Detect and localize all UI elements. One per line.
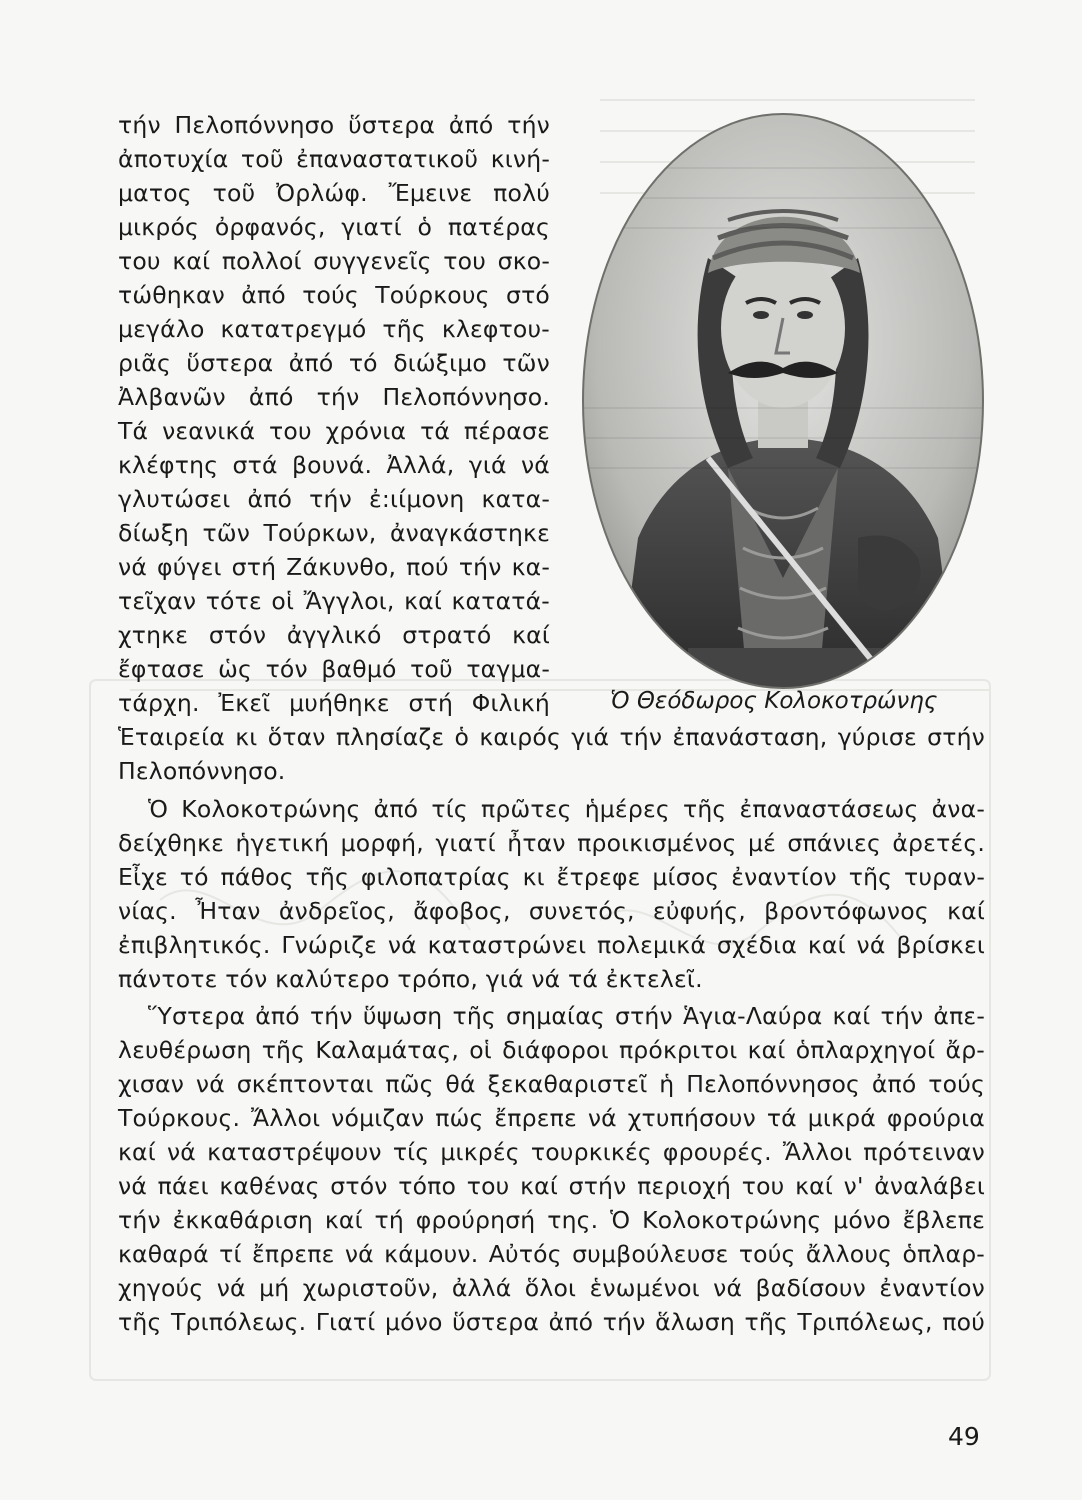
text-line: Τούρκους. Ἄλλοι νόμιζαν πώς ἔπρεπε νά χτυπήσουν τά μικρά φρούρια <box>118 1104 985 1132</box>
text-line: τῆς Τριπόλεως. Γιατί μόνο ὕστερα ἀπό τήν ἅλωση τῆς Τριπόλεως, πού <box>118 1308 985 1336</box>
page-number: 49 <box>948 1422 980 1451</box>
text-line: νά φύγει στή Ζάκυνθο, πού τήν κα- <box>118 553 550 581</box>
text-line: Ἀλβανῶν ἀπό τήν Πελοπόννησο. <box>118 383 550 411</box>
text-line: καί νά καταστρέψουν τίς μικρές τουρκικές φρουρές. Ἄλλοι πρότειναν <box>118 1138 985 1166</box>
text-line: δίωξη τῶν Τούρκων, ἀναγκάστηκε <box>118 519 550 547</box>
portrait-image <box>578 108 988 694</box>
text-line: τήν Πελοπόννησο ὕστερα ἀπό τήν <box>118 111 550 139</box>
text-line: μικρός ὀρφανός, γιατί ὁ πατέρας <box>118 213 550 241</box>
text-line: τήν ἐκκαθάριση καί τή φρούρησή της. Ὁ Κολοκοτρώνης μόνο ἔβλεπε <box>118 1206 985 1234</box>
text-line: γλυτώσει ἀπό τήν ἐ:ιίμονη κατα- <box>118 485 550 513</box>
text-line: νά πάει καθένας στόν τόπο του καί στήν περιοχή του καί ν' ἀναλάβει <box>118 1172 985 1200</box>
text-line: τώθηκαν ἀπό τούς Τούρκους στό <box>118 281 550 309</box>
text-line: χτηκε στόν ἀγγλικό στρατό καί <box>118 621 550 649</box>
text-line: ἐπιβλητικός. Γνώριζε νά καταστρώνει πολεμικά σχέδια καί νά βρίσκει <box>118 931 985 959</box>
text-line: χηγούς νά μή χωριστοῦν, ἀλλά ὅλοι ἑνωμένοι νά βαδίσουν ἐναντίον <box>118 1274 985 1302</box>
text-line: ἀποτυχία τοῦ ἐπαναστατικοῦ κινή- <box>118 145 550 173</box>
portrait-kolokotronis <box>578 108 988 694</box>
text-line: πάντοτε τόν καλύτερο τρόπο, γιά νά τά ἐκτελεῖ. <box>118 965 703 993</box>
text-line: Ὕστερα ἀπό τήν ὕψωση τῆς σημαίας στήν Ἁγια-Λαύρα καί τήν ἀπε- <box>148 1002 985 1030</box>
text-line: Εἶχε τό πάθος τῆς φιλοπατρίας κι ἔτρεφε μίσος ἐναντίον τῆς τυραν- <box>118 863 985 891</box>
text-line: τάρχη. Ἐκεῖ μυήθηκε στή Φιλική <box>118 689 550 717</box>
text-line: δείχθηκε ἡγετική μορφή, γιατί ἦταν προικισμένος μέ σπάνιες ἀρετές. <box>118 829 985 857</box>
text-line: νίας. Ἦταν ἀνδρεῖος, ἄφοβος, συνετός, εὐφυής, βροντόφωνος καί <box>118 897 985 925</box>
text-line: τεῖχαν τότε οἱ Ἄγγλοι, καί κατατά- <box>118 587 550 615</box>
text-line: καθαρά τί ἔπρεπε νά κάμουν. Αὐτός συμβούλευσε τούς ἄλλους ὁπλαρ- <box>118 1240 985 1268</box>
text-line: ριᾶς ὕστερα ἀπό τό διώξιμο τῶν <box>118 349 550 377</box>
text-line: Τά νεανικά του χρόνια τά πέρασε <box>118 417 550 445</box>
text-line: ματος τοῦ Ὀρλώφ. Ἔμεινε πολύ <box>118 179 550 207</box>
text-line: λευθέρωση τῆς Καλαμάτας, οἱ διάφοροι πρόκριτοι καί ὁπλαρχηγοί ἄρ- <box>118 1036 985 1064</box>
text-line: ἔφτασε ὡς τόν βαθμό τοῦ ταγμα- <box>118 655 550 683</box>
text-line: Πελοπόννησο. <box>118 757 286 785</box>
text-line: Ἑταιρεία κι ὅταν πλησίαζε ὁ καιρός γιά τήν ἐπανάσταση, γύρισε στήν <box>118 723 985 751</box>
text-line: μεγάλο κατατρεγμό τῆς κλεφτου- <box>118 315 550 343</box>
text-line: του καί πολλοί συγγενεῖς του σκο- <box>118 247 550 275</box>
text-line: χισαν νά σκέπτονται πῶς θά ξεκαθαριστεῖ ἡ Πελοπόννησος ἀπό τούς <box>118 1070 985 1098</box>
text-line: κλέφτης στά βουνά. Ἀλλά, γιά νά <box>118 451 550 479</box>
portrait-caption: Ὁ Θεόδωρος Κολοκοτρώνης <box>610 688 938 714</box>
text-line: Ὁ Κολοκοτρώνης ἀπό τίς πρῶτες ἡμέρες τῆς ἐπαναστάσεως ἀνα- <box>148 795 985 823</box>
